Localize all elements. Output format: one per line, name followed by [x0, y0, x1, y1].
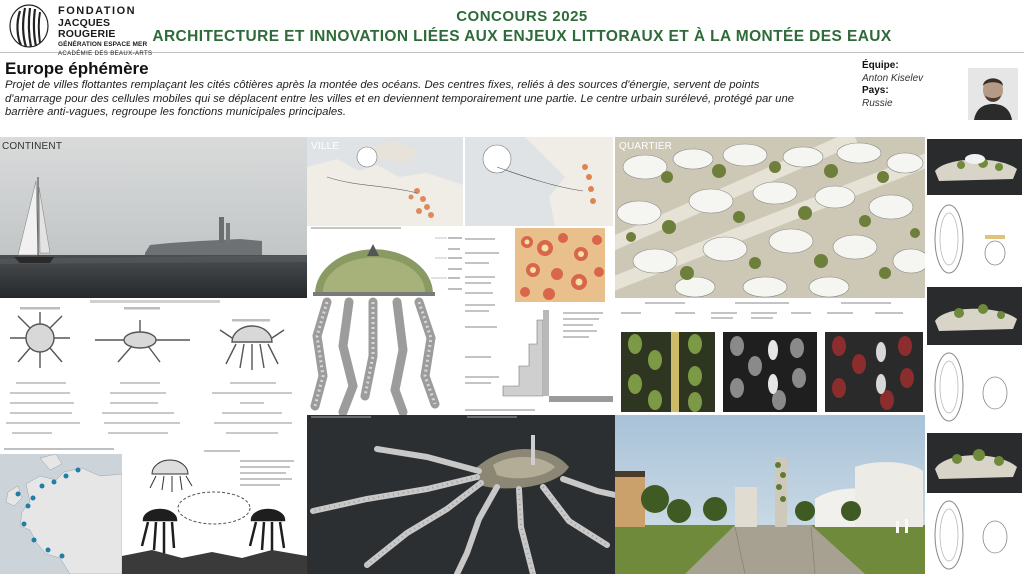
quartier-street-render [615, 415, 925, 574]
project-title: Europe éphémère [5, 59, 149, 78]
continent-models-diagram [0, 298, 307, 446]
cell-mobility-diagram [122, 446, 307, 574]
continent-sea-image [0, 137, 307, 298]
europe-map [0, 446, 122, 574]
ville-region-map [465, 137, 613, 226]
project-description: Projet de villes flottantes remplaçant les cités côtières après la montée des océans. Des centres fixes, reliés à des sources d'énergie, servent de points d'amarrage pour des cellules mobiles qui se déplacent entre les villes et en deviennent temporairement une partie. Le centre urbain surélevé, protégé par une barrière anti-vagues, regroupe les fonctions municipales principales. [5, 79, 795, 119]
team-info [862, 60, 923, 110]
section-label-continent: CONTINENT [2, 141, 63, 152]
ville-section-diagram [307, 226, 463, 415]
quartier-aerial-render [615, 137, 925, 298]
section-label-quartier: QUARTIER [619, 141, 673, 152]
logo-line-3: GÉNÉRATION ESPACE MER [58, 41, 148, 48]
section-label-ville: VILLE [311, 141, 340, 152]
floating-city-aerial-render [307, 415, 615, 574]
logo-line-1: FONDATION [58, 5, 137, 17]
author-portrait [968, 68, 1018, 120]
country-value: Russie [862, 97, 893, 109]
quartier-schemes-diagram [615, 298, 925, 415]
cell-variants-column [925, 137, 1024, 574]
contest-theme: ARCHITECTURE ET INNOVATION LIÉES AUX ENJEUX LITTORAUX ET À LA MONTÉE DES EAUX [152, 28, 892, 45]
logo-line-4: ACADÉMIE DES BEAUX-ARTS [58, 50, 153, 57]
country-label: Pays: [862, 85, 889, 96]
header [0, 0, 1024, 57]
contest-title: CONCOURS 2025 [456, 8, 588, 25]
team-member: Anton Kiselev [862, 72, 924, 84]
logo-line-2: JACQUES ROUGERIE [58, 17, 116, 40]
ville-location-map [307, 137, 463, 226]
ville-center-diagram [463, 226, 615, 415]
team-label: Équipe: [862, 60, 899, 71]
